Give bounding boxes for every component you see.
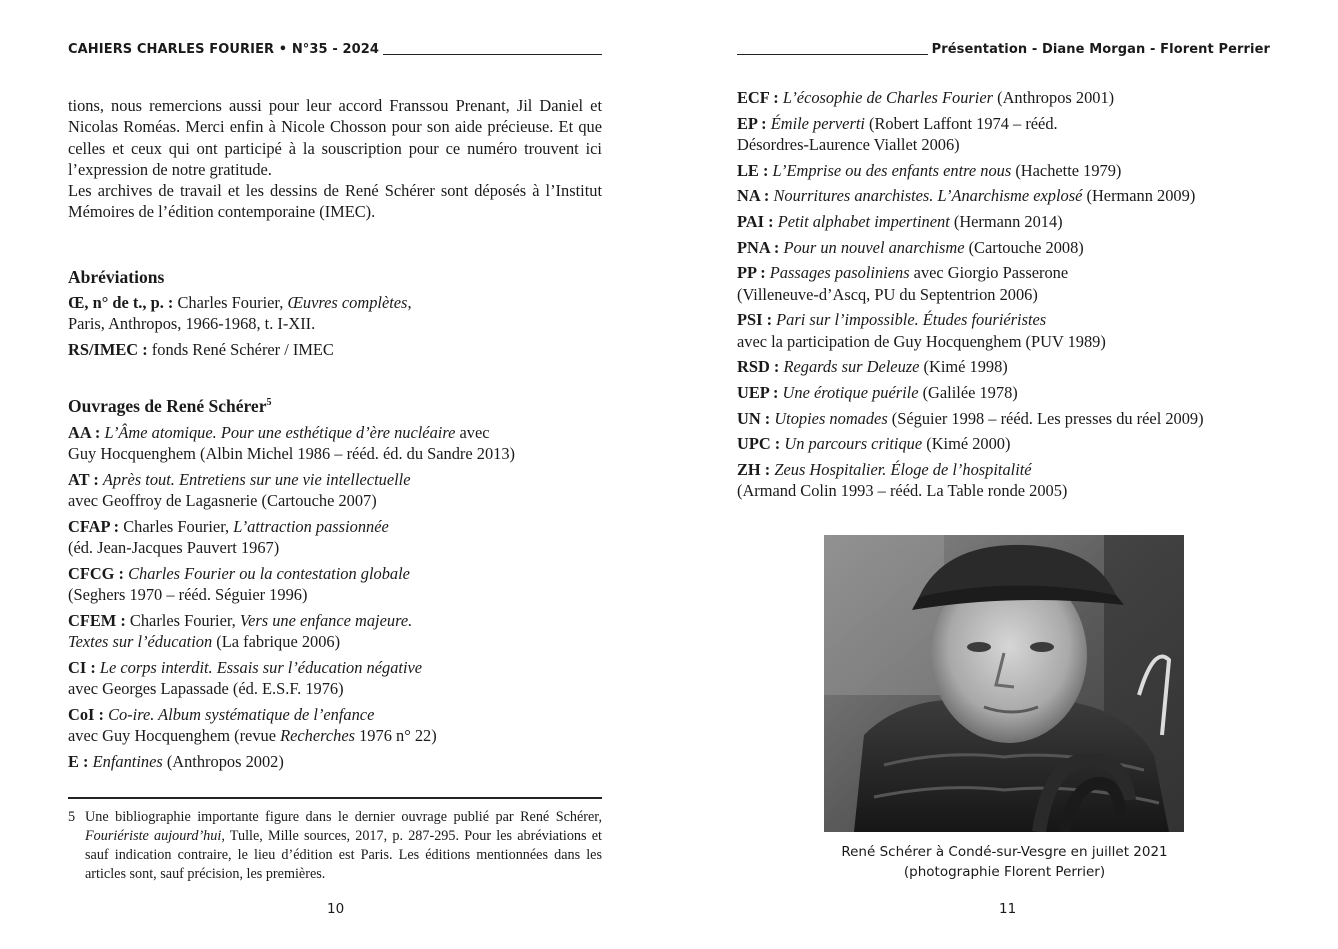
footnote xyxy=(68,808,602,884)
bibliography-entry xyxy=(68,516,602,559)
detail-text: (Anthropos 2002) xyxy=(162,751,284,771)
title-text: Zeus Hospitalier. Éloge de l’hospitalité xyxy=(774,460,1032,480)
title-text: Vers une enfance majeure. xyxy=(239,610,413,630)
detail-text: (Kimé 2000) xyxy=(922,434,1011,454)
right-page xyxy=(737,0,1270,949)
title-text: L’Âme atomique. Pour une esthétique d’ère nucléaire xyxy=(104,423,456,442)
bibliography-entry xyxy=(737,113,1270,156)
title-text: Textes sur l’éducation xyxy=(68,632,213,652)
intro-paragraph: Les archives de travail et les dessins de René Schérer sont déposés à l’Institut Mémoires de l’édition contemporaine (IMEC). xyxy=(68,181,602,222)
title-text: Petit alphabet impertinent xyxy=(777,212,950,232)
portrait-photo xyxy=(824,535,1184,832)
detail-text: (Seghers 1970 – rééd. Séguier 1996) xyxy=(68,585,308,605)
intro-text xyxy=(68,95,602,223)
entry-abbreviation: UN : xyxy=(737,408,771,428)
title-text: L’Emprise ou des enfants entre nous xyxy=(772,160,1012,180)
header-rule xyxy=(383,54,602,55)
footnote-number: 5 xyxy=(68,809,76,825)
entry-abbreviation: NA : xyxy=(737,186,770,206)
title-text: Émile perverti xyxy=(770,113,865,133)
bibliography-entry xyxy=(68,610,602,653)
detail-text: avec Guy Hocquenghem (revue xyxy=(68,726,281,746)
detail-text: (Hachette 1979) xyxy=(1011,160,1122,180)
works-heading xyxy=(68,396,271,417)
title-text: Charles Fourier ou la contestation globale xyxy=(128,563,410,583)
detail-text: (Galilée 1978) xyxy=(918,383,1018,403)
detail-text: Charles Fourier, xyxy=(173,293,288,312)
entry-abbreviation: CI : xyxy=(68,657,96,677)
bibliography-entry xyxy=(737,211,1270,232)
running-header-right xyxy=(737,42,1270,57)
bibliography-entry xyxy=(68,751,602,772)
detail-text: (Hermann 2009) xyxy=(1082,186,1196,206)
bibliography-entry xyxy=(68,339,602,360)
photo-caption xyxy=(807,843,1202,882)
bibliography-entry xyxy=(68,469,602,512)
detail-text: avec la participation de Guy Hocquenghem (PUV 1989) xyxy=(737,331,1106,351)
abbreviations-heading: Abréviations xyxy=(68,267,165,287)
footnote-ref[interactable]: 5 xyxy=(266,397,272,409)
entry-abbreviation: EP : xyxy=(737,113,767,133)
detail-text: (Anthropos 2001) xyxy=(993,88,1115,107)
footnote-text xyxy=(85,808,602,884)
detail-text: fonds René Schérer / IMEC xyxy=(147,339,334,359)
article-authors: Présentation - Diane Morgan - Florent Perrier xyxy=(931,42,1270,57)
detail-text: Charles Fourier, xyxy=(125,610,240,630)
bibliography-entry xyxy=(737,309,1270,352)
title-text: Nourritures anarchistes. L’Anarchisme explosé xyxy=(773,186,1083,206)
entry-abbreviation: CFEM : xyxy=(68,610,126,630)
entry-abbreviation: PAI : xyxy=(737,212,774,232)
footnote-rule xyxy=(68,797,602,799)
caption-line: René Schérer à Condé-sur-Vesgre en juillet 2021 xyxy=(841,844,1168,860)
abbreviations-list xyxy=(68,292,602,365)
title-text: Pour un nouvel anarchisme xyxy=(783,237,965,257)
detail-text: (La fabrique 2006) xyxy=(212,632,341,652)
title-text: Un parcours critique xyxy=(784,434,923,454)
bibliography-entry xyxy=(737,185,1270,206)
bibliography-entry xyxy=(68,704,602,747)
bibliography-entry xyxy=(68,563,602,606)
works-heading-text: Ouvrages de René Schérer xyxy=(68,396,267,416)
entry-abbreviation: CFAP : xyxy=(68,516,120,536)
entry-abbreviation: PSI : xyxy=(737,310,773,330)
detail-text: Charles Fourier, xyxy=(119,516,234,536)
detail-text: (Séguier 1998 – rééd. Les presses du réel 2009) xyxy=(887,408,1204,428)
title-text: Pari sur l’impossible. Études fouriéristes xyxy=(776,310,1047,330)
entry-abbreviation: LE : xyxy=(737,160,769,180)
bibliography-entry xyxy=(68,657,602,700)
detail-text: 1976 n° 22) xyxy=(355,726,437,746)
bibliography-entry xyxy=(737,356,1270,377)
bibliography-entry xyxy=(737,459,1270,502)
detail-text: (Hermann 2014) xyxy=(949,212,1063,232)
detail-text: Paris, Anthropos, 1966-1968, t. I-XII. xyxy=(68,314,316,334)
entry-abbreviation: AA : xyxy=(68,423,101,442)
detail-text: (Kimé 1998) xyxy=(919,357,1008,377)
detail-text: (Villeneuve-d’Ascq, PU du Septentrion 2006) xyxy=(737,284,1038,304)
detail-text: avec Geoffroy de Lagasnerie (Cartouche 2007) xyxy=(68,491,377,511)
entry-abbreviation: UEP : xyxy=(737,383,779,403)
entry-abbreviation: CFCG : xyxy=(68,563,124,583)
page-number-left: 10 xyxy=(327,901,345,917)
journal-title: CAHIERS CHARLES FOURIER • N°35 - 2024 xyxy=(68,42,380,57)
detail-text: avec xyxy=(455,423,490,442)
left-page xyxy=(68,0,602,949)
portrait-photo-drawing xyxy=(824,535,1184,832)
title-text: Enfantines xyxy=(92,751,163,771)
detail-text: Guy Hocquenghem (Albin Michel 1986 – rééd. éd. du Sandre 2013) xyxy=(68,444,515,464)
bibliography-entry xyxy=(737,408,1270,429)
bibliography-entry xyxy=(737,160,1270,181)
intro-paragraph: tions, nous remercions aussi pour leur accord Franssou Prenant, Jil Daniel et Nicolas Roméas. Merci enfin à Nicole Chosson pour son aide précieuse. Et que celles et ceux qui ont participé à la souscription pour ce numéro trouvent ici l’expression de notre gratitude. xyxy=(68,96,602,179)
bibliography-entry xyxy=(737,382,1270,403)
entry-abbreviation: RS/IMEC : xyxy=(68,339,148,359)
title-text: Le corps interdit. Essais sur l’éducation négative xyxy=(99,657,423,677)
entry-abbreviation: CoI : xyxy=(68,704,104,724)
works-list-left xyxy=(68,422,602,777)
detail-text: (éd. Jean-Jacques Pauvert 1967) xyxy=(68,538,280,558)
title-text: Œuvres complètes xyxy=(287,293,408,312)
running-header-left xyxy=(68,42,602,57)
title-text: Une érotique puérile xyxy=(782,383,919,403)
detail-text: avec Georges Lapassade (éd. E.S.F. 1976) xyxy=(68,679,344,699)
detail-text: Une bibliographie importante figure dans le dernier ouvrage publié par René Schérer, xyxy=(85,809,602,825)
detail-text: (Armand Colin 1993 – rééd. La Table ronde 2005) xyxy=(737,481,1068,501)
detail-text: (Cartouche 2008) xyxy=(964,237,1084,257)
title-text: L’attraction passionnée xyxy=(233,516,389,536)
works-list-right xyxy=(737,87,1270,506)
bibliography-entry xyxy=(737,87,1270,108)
bibliography-entry xyxy=(737,433,1270,454)
entry-abbreviation: RSD : xyxy=(737,357,780,377)
entry-abbreviation: ZH : xyxy=(737,460,771,480)
detail-text: avec Giorgio Passerone xyxy=(909,263,1069,283)
title-text: Passages pasoliniens xyxy=(769,263,910,283)
entry-abbreviation: Œ, n° de t., p. : xyxy=(68,293,174,312)
bibliography-entry xyxy=(737,262,1270,305)
detail-text: (Robert Laffont 1974 – rééd. xyxy=(864,113,1058,133)
title-text: Fouriériste aujourd’hui xyxy=(85,828,222,844)
title-text: Co-ire. Album systématique de l’enfance xyxy=(108,704,375,724)
entry-abbreviation: PNA : xyxy=(737,237,780,257)
entry-abbreviation: UPC : xyxy=(737,434,781,454)
title-text: L’écosophie de Charles Fourier xyxy=(782,88,994,107)
page-number-right: 11 xyxy=(999,901,1017,917)
bibliography-entry xyxy=(68,292,602,335)
detail-text: , xyxy=(407,293,412,312)
detail-text: Désordres-Laurence Viallet 2006) xyxy=(737,134,960,154)
header-rule xyxy=(737,54,928,55)
entry-abbreviation: E : xyxy=(68,751,89,771)
title-text: Regards sur Deleuze xyxy=(783,357,920,377)
entry-abbreviation: ECF : xyxy=(737,88,779,107)
detail-text: , Tulle, Mille sources, 2017, p. 287-295. Pour les abréviations et sauf indication contraire, le lieu d’édition est Paris. Les éditions mentionnées dans les articles sont, sauf précision, les premières. xyxy=(85,828,602,882)
title-text: Recherches xyxy=(280,726,356,746)
entry-abbreviation: AT : xyxy=(68,469,99,489)
title-text: Utopies nomades xyxy=(774,408,888,428)
caption-line: (photographie Florent Perrier) xyxy=(903,863,1106,880)
bibliography-entry xyxy=(68,422,602,465)
bibliography-entry xyxy=(737,237,1270,258)
entry-abbreviation: PP : xyxy=(737,263,766,283)
title-text: Après tout. Entretiens sur une vie intellectuelle xyxy=(102,469,411,489)
